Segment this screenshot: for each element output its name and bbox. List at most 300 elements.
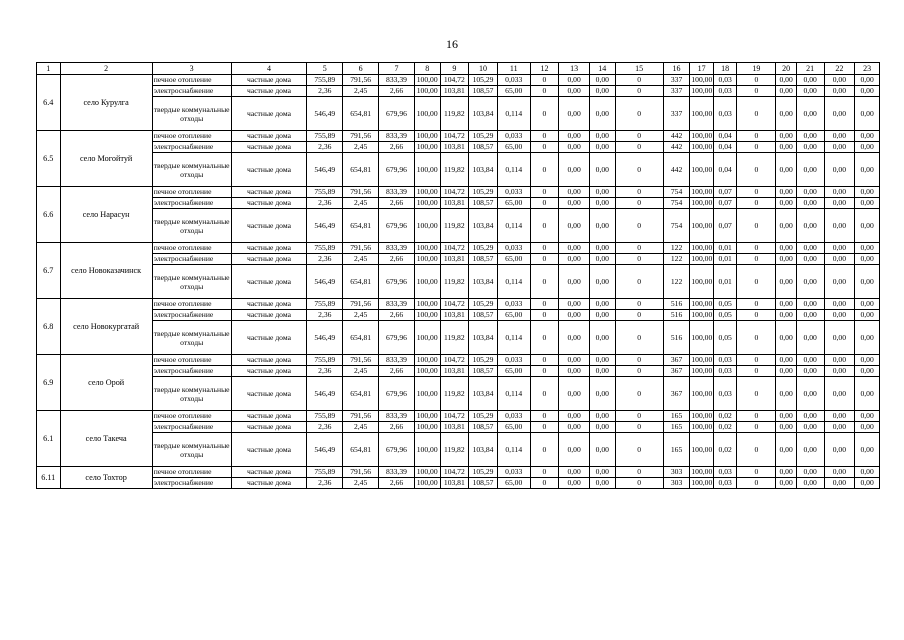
value-cell: 0,00 <box>559 422 590 433</box>
value-cell: 833,39 <box>379 131 415 142</box>
value-cell: 100,00 <box>691 411 713 420</box>
value-cell: 100,00 <box>414 478 440 489</box>
value-cell: 103,81 <box>440 254 469 265</box>
value-cell: 104,72 <box>440 243 469 254</box>
column-number-header: 12 <box>530 63 559 75</box>
value-cell: 0 <box>615 75 663 86</box>
service-name: печное отопление <box>152 467 231 478</box>
value-cell: 0,00 <box>776 187 796 198</box>
value-cell: 0,00 <box>796 411 824 422</box>
settlement-name: село Нарасун <box>60 187 152 243</box>
value-cell: 0 <box>530 355 559 366</box>
value-cell: 103,84 <box>469 97 498 131</box>
service-name: печное отопление <box>152 299 231 310</box>
value-cell: 0,00 <box>559 243 590 254</box>
page-number: 16 <box>446 37 458 51</box>
value-cell: 679,96 <box>379 377 415 411</box>
housing-type: частные дома <box>231 86 307 97</box>
value-cell: 0,00 <box>559 198 590 209</box>
value-cell: 2,36 <box>307 478 343 489</box>
value-cell: 833,39 <box>379 467 415 478</box>
housing-type: частные дома <box>231 433 307 467</box>
housing-type: частные дома <box>231 209 307 243</box>
service-name: электроснабжение <box>152 142 231 153</box>
value-cell: 0 <box>615 478 663 489</box>
value-cell: 516 <box>663 321 690 355</box>
value-cell: 100,00 <box>691 243 713 252</box>
value-cell: 833,39 <box>379 411 415 422</box>
service-name: электроснабжение <box>152 198 231 209</box>
table-row <box>37 411 880 422</box>
settlement-name: село Такеча <box>60 411 152 467</box>
value-cell: 100,00 <box>691 86 713 95</box>
settlement-name: село Орой <box>60 355 152 411</box>
value-cell: 100,00 <box>414 209 440 243</box>
settlement-code: 6.7 <box>37 243 61 299</box>
value-cell: 65,00 <box>497 142 530 153</box>
value-cell: 0 <box>615 310 663 321</box>
value-cell: 0,00 <box>559 142 590 153</box>
value-cell: 104,72 <box>440 131 469 142</box>
value-cell: 0,02 <box>713 422 737 433</box>
value-cell: 100,00 <box>414 467 440 478</box>
value-cell: 833,39 <box>379 299 415 310</box>
value-cell: 0,00 <box>776 299 796 310</box>
housing-type: частные дома <box>231 131 307 142</box>
value-cell: 0,00 <box>796 198 824 209</box>
table-row <box>37 153 880 187</box>
value-cell: 108,57 <box>469 142 498 153</box>
value-cell: 65,00 <box>497 86 530 97</box>
value-cell: 0 <box>530 97 559 131</box>
value-cell: 0,00 <box>590 321 616 355</box>
value-cell: 654,81 <box>343 321 379 355</box>
column-number-header: 7 <box>379 63 415 75</box>
table-row <box>37 86 880 97</box>
service-name: печное отопление <box>152 411 231 422</box>
housing-type: частные дома <box>231 422 307 433</box>
value-cell: 65,00 <box>497 310 530 321</box>
value-cell: 0,114 <box>497 433 530 467</box>
value-cell: 0,00 <box>590 299 616 310</box>
value-cell: 65,00 <box>497 198 530 209</box>
value-cell: 2,66 <box>379 86 415 97</box>
value-cell: 0,00 <box>824 243 855 254</box>
value-cell: 0,00 <box>796 433 824 467</box>
value-cell: 100,00 <box>414 310 440 321</box>
value-cell: 103,81 <box>440 86 469 97</box>
value-cell: 2,45 <box>343 422 379 433</box>
value-cell: 0 <box>615 142 663 153</box>
value-cell: 108,57 <box>469 198 498 209</box>
value-cell: 546,49 <box>307 433 343 467</box>
settlement-code: 6.6 <box>37 187 61 243</box>
value-cell: 337 <box>663 75 690 86</box>
service-name: твердые коммунальные отходы <box>152 377 231 411</box>
settlement-code: 6.8 <box>37 299 61 355</box>
table-row <box>37 243 880 254</box>
service-name: твердые коммунальные отходы <box>152 321 231 355</box>
value-cell: 0,00 <box>590 411 616 422</box>
service-name: твердые коммунальные отходы <box>152 153 231 187</box>
housing-type: частные дома <box>231 467 307 478</box>
value-cell: 108,57 <box>469 86 498 97</box>
value-cell: 0,00 <box>796 86 824 97</box>
value-cell: 0 <box>530 243 559 254</box>
value-cell: 0 <box>530 411 559 422</box>
value-cell: 0,00 <box>855 187 880 198</box>
value-cell: 100,00 <box>691 355 713 364</box>
value-cell: 0,00 <box>824 422 855 433</box>
value-cell: 546,49 <box>307 97 343 131</box>
value-cell: 0,00 <box>559 433 590 467</box>
value-cell: 367 <box>663 377 690 411</box>
value-cell: 2,36 <box>307 198 343 209</box>
value-cell: 303 <box>663 478 690 489</box>
value-cell: 442 <box>663 131 690 142</box>
value-cell: 0,00 <box>796 310 824 321</box>
column-number-header: 4 <box>231 63 307 75</box>
value-cell: 0,114 <box>497 265 530 299</box>
value-cell: 0,00 <box>559 411 590 422</box>
value-cell: 100,00 <box>691 310 713 319</box>
value-cell: 119,82 <box>440 153 469 187</box>
value-cell: 0,033 <box>497 75 530 86</box>
value-cell: 105,29 <box>469 411 498 422</box>
value-cell: 0 <box>737 265 776 299</box>
table-row <box>37 142 880 153</box>
value-cell: 0 <box>530 377 559 411</box>
settlement-code: 6.9 <box>37 355 61 411</box>
table-row <box>37 355 880 366</box>
value-cell: 100,00 <box>414 355 440 366</box>
value-cell: 0 <box>615 209 663 243</box>
column-number-header: 2 <box>60 63 152 75</box>
value-cell: 755,89 <box>307 355 343 366</box>
value-cell: 791,56 <box>343 243 379 254</box>
table-row <box>37 198 880 209</box>
value-cell: 0,02 <box>713 433 737 467</box>
value-cell: 0,00 <box>796 299 824 310</box>
value-cell: 0,00 <box>824 377 855 411</box>
value-cell: 2,36 <box>307 422 343 433</box>
value-cell: 367 <box>663 366 690 377</box>
value-cell: 0,05 <box>713 321 737 355</box>
value-cell: 100,00 <box>690 377 714 411</box>
value-cell: 0,05 <box>713 310 737 321</box>
value-cell: 2,66 <box>379 310 415 321</box>
value-cell: 119,82 <box>440 433 469 467</box>
value-cell: 100,00 <box>414 198 440 209</box>
service-name: электроснабжение <box>152 254 231 265</box>
value-cell: 0,00 <box>776 433 796 467</box>
value-cell: 100,00 <box>414 75 440 86</box>
column-number-header: 6 <box>343 63 379 75</box>
value-cell: 0,00 <box>796 243 824 254</box>
value-cell: 100,00 <box>691 366 713 375</box>
value-cell: 0 <box>530 75 559 86</box>
column-number-header: 13 <box>559 63 590 75</box>
value-cell: 0,00 <box>855 142 880 153</box>
value-cell: 0 <box>530 265 559 299</box>
value-cell: 2,66 <box>379 254 415 265</box>
value-cell: 104,72 <box>440 75 469 86</box>
table-row <box>37 321 880 355</box>
value-cell: 0,00 <box>776 142 796 153</box>
value-cell: 0,00 <box>776 265 796 299</box>
value-cell: 0,00 <box>776 131 796 142</box>
value-cell: 100,00 <box>414 86 440 97</box>
column-number-header: 23 <box>855 63 880 75</box>
value-cell: 0,00 <box>855 355 880 366</box>
value-cell: 0,00 <box>559 97 590 131</box>
value-cell: 0 <box>530 187 559 198</box>
value-cell: 0,00 <box>824 310 855 321</box>
value-cell: 2,36 <box>307 254 343 265</box>
value-cell: 833,39 <box>379 75 415 86</box>
value-cell: 100,00 <box>690 153 714 187</box>
value-cell: 0 <box>737 209 776 243</box>
column-number-header: 18 <box>713 63 737 75</box>
value-cell: 0 <box>737 187 776 198</box>
value-cell: 0,07 <box>713 198 737 209</box>
value-cell: 0 <box>615 355 663 366</box>
value-cell: 654,81 <box>343 265 379 299</box>
value-cell: 119,82 <box>440 97 469 131</box>
value-cell: 0,04 <box>713 142 737 153</box>
column-number-header: 5 <box>307 63 343 75</box>
value-cell: 0 <box>737 299 776 310</box>
value-cell: 754 <box>663 198 690 209</box>
value-cell: 337 <box>663 86 690 97</box>
value-cell: 100,00 <box>414 321 440 355</box>
value-cell: 0,07 <box>713 209 737 243</box>
value-cell: 100,00 <box>414 97 440 131</box>
value-cell: 0,00 <box>796 97 824 131</box>
settlement-name: село Тохтор <box>60 467 152 489</box>
value-cell: 679,96 <box>379 265 415 299</box>
value-cell: 0,00 <box>590 131 616 142</box>
value-cell: 0,00 <box>559 265 590 299</box>
value-cell: 0,00 <box>796 142 824 153</box>
value-cell: 516 <box>663 299 690 310</box>
column-number-header: 21 <box>796 63 824 75</box>
value-cell: 105,29 <box>469 75 498 86</box>
value-cell: 0,033 <box>497 467 530 478</box>
value-cell: 0,00 <box>855 198 880 209</box>
value-cell: 103,81 <box>440 366 469 377</box>
value-cell: 0,03 <box>713 75 737 86</box>
value-cell: 0,00 <box>590 433 616 467</box>
service-name: электроснабжение <box>152 478 231 489</box>
value-cell: 0,00 <box>855 478 880 489</box>
value-cell: 0,01 <box>713 254 737 265</box>
value-cell: 108,57 <box>469 478 498 489</box>
value-cell: 0,00 <box>796 254 824 265</box>
value-cell: 754 <box>663 209 690 243</box>
settlement-name: село Новоказачинск <box>60 243 152 299</box>
value-cell: 679,96 <box>379 97 415 131</box>
value-cell: 100,00 <box>414 254 440 265</box>
value-cell: 0,00 <box>776 422 796 433</box>
value-cell: 0,114 <box>497 209 530 243</box>
value-cell: 100,00 <box>691 198 713 207</box>
value-cell: 0,00 <box>796 467 824 478</box>
value-cell: 546,49 <box>307 321 343 355</box>
value-cell: 0,00 <box>559 187 590 198</box>
value-cell: 104,72 <box>440 299 469 310</box>
value-cell: 654,81 <box>343 377 379 411</box>
column-number-header: 19 <box>737 63 776 75</box>
value-cell: 0,04 <box>713 153 737 187</box>
value-cell: 100,00 <box>690 97 714 131</box>
value-cell: 833,39 <box>379 187 415 198</box>
value-cell: 0,00 <box>559 467 590 478</box>
value-cell: 0,00 <box>855 366 880 377</box>
value-cell: 0,033 <box>497 187 530 198</box>
value-cell: 0,00 <box>855 411 880 422</box>
value-cell: 104,72 <box>440 411 469 422</box>
value-cell: 0,00 <box>824 433 855 467</box>
value-cell: 0,00 <box>796 265 824 299</box>
value-cell: 0 <box>737 377 776 411</box>
value-cell: 755,89 <box>307 467 343 478</box>
value-cell: 0,00 <box>796 366 824 377</box>
service-name: твердые коммунальные отходы <box>152 209 231 243</box>
value-cell: 0,00 <box>559 377 590 411</box>
value-cell: 100,00 <box>691 75 713 84</box>
value-cell: 2,66 <box>379 366 415 377</box>
value-cell: 0,114 <box>497 321 530 355</box>
value-cell: 516 <box>663 310 690 321</box>
value-cell: 103,81 <box>440 310 469 321</box>
value-cell: 0,00 <box>590 422 616 433</box>
table-row <box>37 433 880 467</box>
value-cell: 122 <box>663 243 690 254</box>
value-cell: 0,033 <box>497 243 530 254</box>
service-name: печное отопление <box>152 187 231 198</box>
housing-type: частные дома <box>231 198 307 209</box>
column-number-header: 20 <box>776 63 796 75</box>
value-cell: 0,00 <box>776 478 796 489</box>
value-cell: 100,00 <box>691 478 713 487</box>
value-cell: 105,29 <box>469 187 498 198</box>
value-cell: 0,00 <box>590 153 616 187</box>
value-cell: 105,29 <box>469 355 498 366</box>
column-number-header: 10 <box>469 63 498 75</box>
value-cell: 0 <box>530 299 559 310</box>
value-cell: 100,00 <box>414 377 440 411</box>
value-cell: 754 <box>663 187 690 198</box>
service-name: электроснабжение <box>152 86 231 97</box>
service-name: электроснабжение <box>152 366 231 377</box>
value-cell: 0,03 <box>713 478 737 489</box>
housing-type: частные дома <box>231 265 307 299</box>
value-cell: 0 <box>530 198 559 209</box>
value-cell: 0,00 <box>776 377 796 411</box>
value-cell: 100,00 <box>414 433 440 467</box>
value-cell: 0 <box>615 411 663 422</box>
value-cell: 0,00 <box>590 209 616 243</box>
value-cell: 367 <box>663 355 690 366</box>
value-cell: 0,00 <box>824 198 855 209</box>
value-cell: 0 <box>530 433 559 467</box>
value-cell: 0 <box>530 478 559 489</box>
value-cell: 100,00 <box>691 422 713 431</box>
value-cell: 546,49 <box>307 377 343 411</box>
value-cell: 0,02 <box>713 411 737 422</box>
value-cell: 791,56 <box>343 299 379 310</box>
value-cell: 0,00 <box>824 97 855 131</box>
value-cell: 100,00 <box>690 209 714 243</box>
value-cell: 0 <box>615 254 663 265</box>
value-cell: 0,00 <box>796 187 824 198</box>
settlement-name: село Новокургатай <box>60 299 152 355</box>
value-cell: 119,82 <box>440 321 469 355</box>
housing-type: частные дома <box>231 377 307 411</box>
service-name: твердые коммунальные отходы <box>152 433 231 467</box>
value-cell: 2,66 <box>379 478 415 489</box>
housing-type: частные дома <box>231 321 307 355</box>
column-number-header: 11 <box>497 63 530 75</box>
value-cell: 0 <box>737 254 776 265</box>
value-cell: 0 <box>737 478 776 489</box>
value-cell: 0,00 <box>776 243 796 254</box>
value-cell: 65,00 <box>497 422 530 433</box>
value-cell: 2,45 <box>343 86 379 97</box>
value-cell: 0,00 <box>796 478 824 489</box>
value-cell: 0 <box>615 299 663 310</box>
value-cell: 679,96 <box>379 433 415 467</box>
column-number-header: 15 <box>615 63 663 75</box>
value-cell: 103,81 <box>440 142 469 153</box>
value-cell: 0,00 <box>590 478 616 489</box>
value-cell: 104,72 <box>440 467 469 478</box>
value-cell: 165 <box>663 422 690 433</box>
value-cell: 0 <box>737 467 776 478</box>
housing-type: частные дома <box>231 310 307 321</box>
service-name: твердые коммунальные отходы <box>152 265 231 299</box>
value-cell: 679,96 <box>379 209 415 243</box>
column-number-header: 16 <box>663 63 690 75</box>
value-cell: 0,00 <box>559 86 590 97</box>
value-cell: 103,81 <box>440 198 469 209</box>
settlement-code: 6.4 <box>37 75 61 131</box>
value-cell: 679,96 <box>379 153 415 187</box>
value-cell: 122 <box>663 265 690 299</box>
value-cell: 0,00 <box>824 299 855 310</box>
value-cell: 2,45 <box>343 254 379 265</box>
value-cell: 105,29 <box>469 467 498 478</box>
value-cell: 0,00 <box>824 467 855 478</box>
value-cell: 0,00 <box>824 75 855 86</box>
settlement-code: 6.1 <box>37 411 61 467</box>
value-cell: 0,00 <box>590 86 616 97</box>
value-cell: 100,00 <box>414 299 440 310</box>
value-cell: 104,72 <box>440 355 469 366</box>
value-cell: 679,96 <box>379 321 415 355</box>
value-cell: 100,00 <box>414 411 440 422</box>
value-cell: 0 <box>737 131 776 142</box>
value-cell: 0,00 <box>824 86 855 97</box>
value-cell: 791,56 <box>343 467 379 478</box>
value-cell: 100,00 <box>414 153 440 187</box>
value-cell: 0,00 <box>855 254 880 265</box>
service-name: твердые коммунальные отходы <box>152 97 231 131</box>
value-cell: 0,00 <box>590 265 616 299</box>
value-cell: 100,00 <box>690 433 714 467</box>
value-cell: 755,89 <box>307 411 343 422</box>
